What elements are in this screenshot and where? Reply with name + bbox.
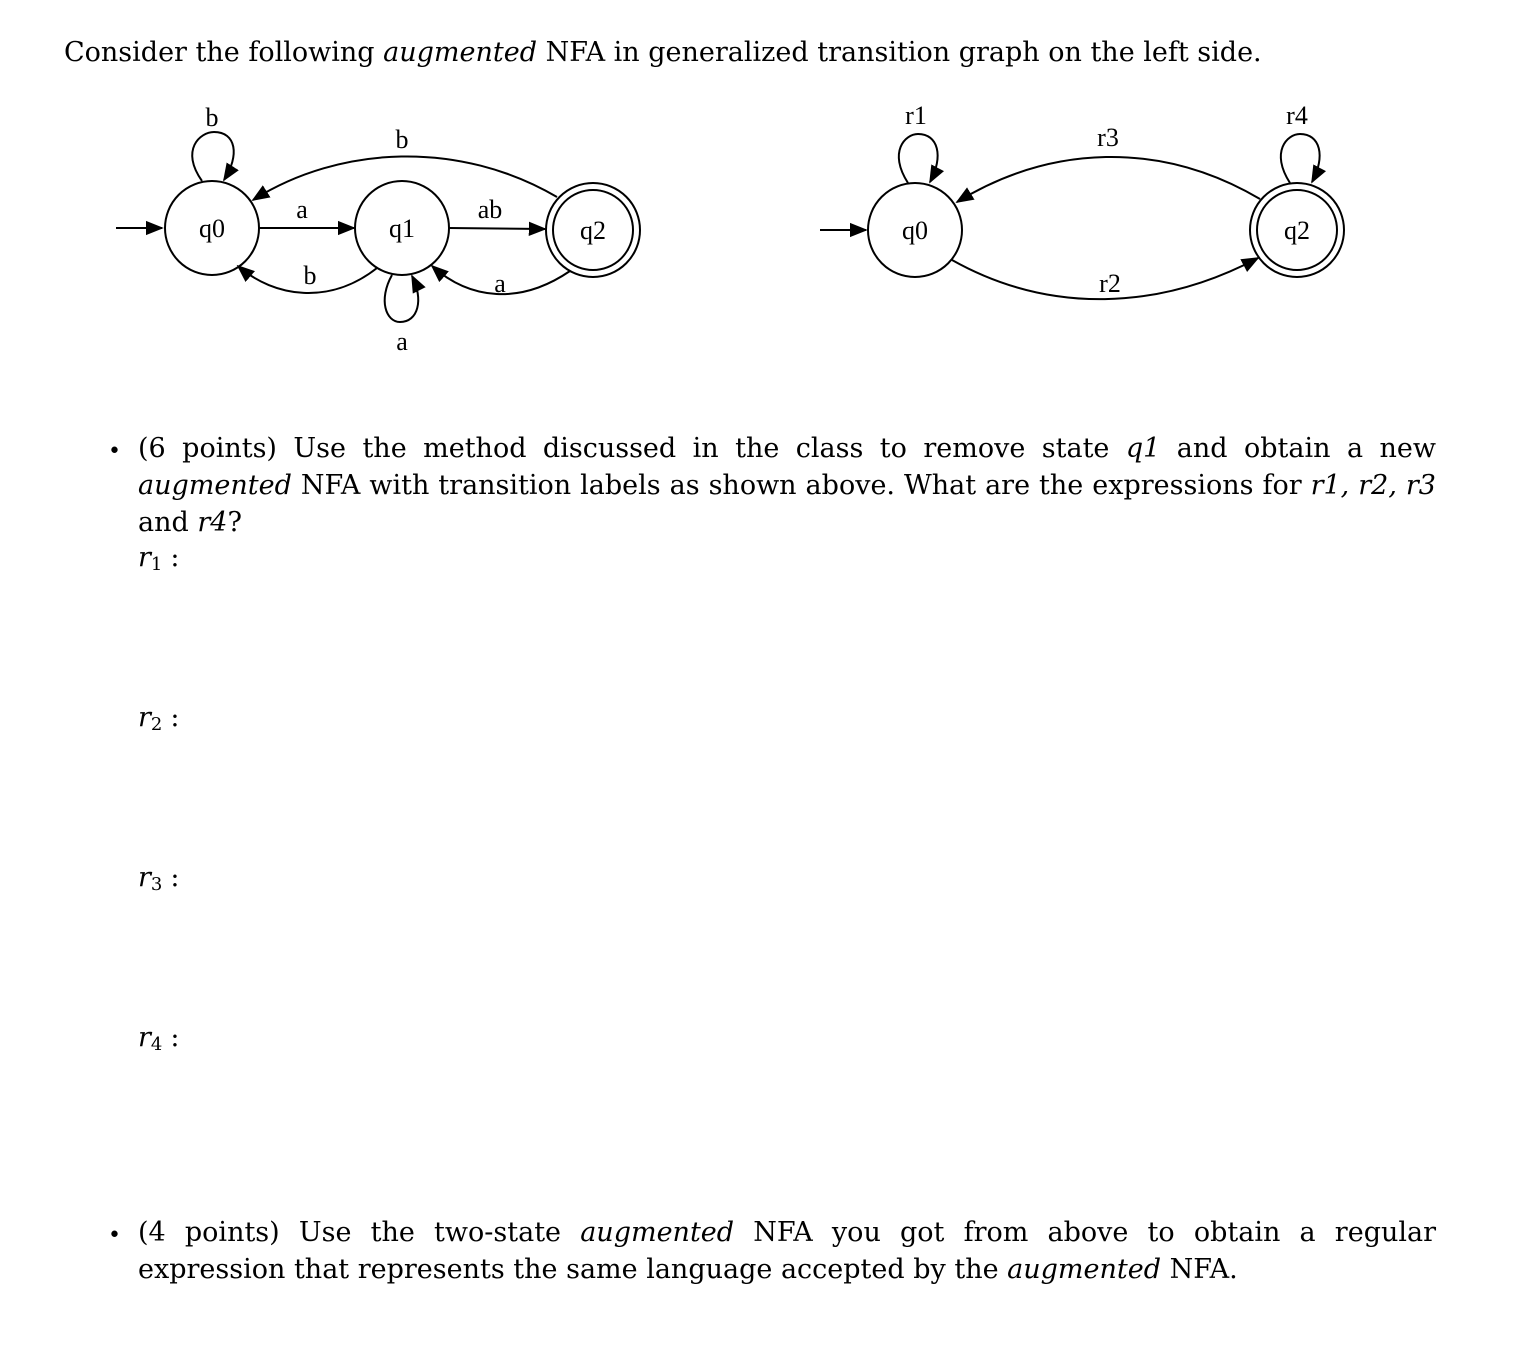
right-q2-q0-edge xyxy=(957,157,1260,202)
answer-r3-sub: 3 xyxy=(150,874,163,895)
left-q2-q0-edge xyxy=(253,156,557,200)
right-q0-loop-label: r1 xyxy=(905,101,927,130)
answer-r3-colon: : xyxy=(170,862,180,893)
question1-text-c: NFA with transition labels as shown above. What are the expressions for xyxy=(291,470,1311,501)
answer-r1-var: r xyxy=(138,542,151,573)
question1-emphasis: augmented xyxy=(138,470,292,501)
answer-r3-var: r xyxy=(138,862,151,893)
answer-r3 xyxy=(138,860,179,903)
question2-bullet: • xyxy=(108,1223,121,1248)
left-q1-loop-edge xyxy=(385,275,419,322)
left-q0-q1-label: a xyxy=(296,195,308,224)
left-q2-q1-label: a xyxy=(494,269,506,298)
left-q0-loop-edge xyxy=(192,132,234,181)
left-q2-label: q2 xyxy=(580,216,606,245)
question2-text xyxy=(138,1214,1436,1288)
answer-r1-colon: : xyxy=(170,542,180,573)
right-q0-loop-edge xyxy=(899,134,938,183)
left-q1-label: q1 xyxy=(389,214,415,243)
answer-r4-sub: 4 xyxy=(150,1034,163,1055)
answer-r2-colon: : xyxy=(170,702,180,733)
intro-before: Consider the following xyxy=(64,37,384,68)
nfa-diagrams xyxy=(0,90,1526,370)
left-q1-q0-label: b xyxy=(303,261,317,290)
left-nfa xyxy=(116,103,640,356)
right-q2-label: q2 xyxy=(1284,216,1310,245)
left-q0-loop-label: b xyxy=(205,103,219,132)
right-q2-loop-edge xyxy=(1281,134,1320,183)
question1-var-last: r4 xyxy=(197,507,228,538)
question2-points: (4 points) xyxy=(138,1217,280,1248)
question2-text-b: NFA you got from above to obtain a regular expression that represents the same language accepted by the xyxy=(138,1217,1437,1285)
question2-text-a: Use the two-state xyxy=(279,1217,581,1248)
question1-text xyxy=(138,430,1436,541)
intro-text xyxy=(64,34,1262,72)
left-q1-loop-label: a xyxy=(396,327,408,356)
answer-r4-colon: : xyxy=(170,1022,180,1053)
question1-text-a: Use the method discussed in the class to remove state xyxy=(276,433,1126,464)
right-q0-label: q0 xyxy=(902,216,928,245)
intro-after: NFA in generalized transition graph on the left side. xyxy=(536,37,1262,68)
answer-r1 xyxy=(138,540,179,583)
question1-and: and xyxy=(138,507,198,538)
right-q2-loop-label: r4 xyxy=(1286,101,1308,130)
answer-r4-var: r xyxy=(138,1022,151,1053)
answer-r4 xyxy=(138,1020,179,1063)
answer-r2-sub: 2 xyxy=(150,714,163,735)
question1-state: q1 xyxy=(1125,433,1161,464)
question1-text-b: and obtain a new xyxy=(1160,433,1436,464)
question1-end: ? xyxy=(227,507,242,538)
answer-r2-var: r xyxy=(138,702,151,733)
question2-emphasis: augmented xyxy=(580,1217,735,1248)
left-q1-q2-edge xyxy=(449,228,545,229)
question1-bullet: • xyxy=(108,439,121,464)
answer-r1-sub: 1 xyxy=(150,554,163,575)
question2-text-c: NFA. xyxy=(1161,1254,1238,1285)
answer-r2 xyxy=(138,700,179,743)
left-q2-q0-label: b xyxy=(395,125,409,154)
question2-emphasis-2: augmented xyxy=(1007,1254,1162,1285)
right-q2-q0-label: r3 xyxy=(1097,123,1119,152)
question1-vars: r1, r2, r3 xyxy=(1310,470,1436,501)
question1-points: (6 points) xyxy=(138,433,277,464)
right-q0-q2-label: r2 xyxy=(1099,269,1121,298)
left-q1-q2-label: ab xyxy=(477,195,503,224)
left-q0-label: q0 xyxy=(199,214,225,243)
right-nfa xyxy=(820,101,1344,299)
intro-emphasis: augmented xyxy=(383,37,537,68)
